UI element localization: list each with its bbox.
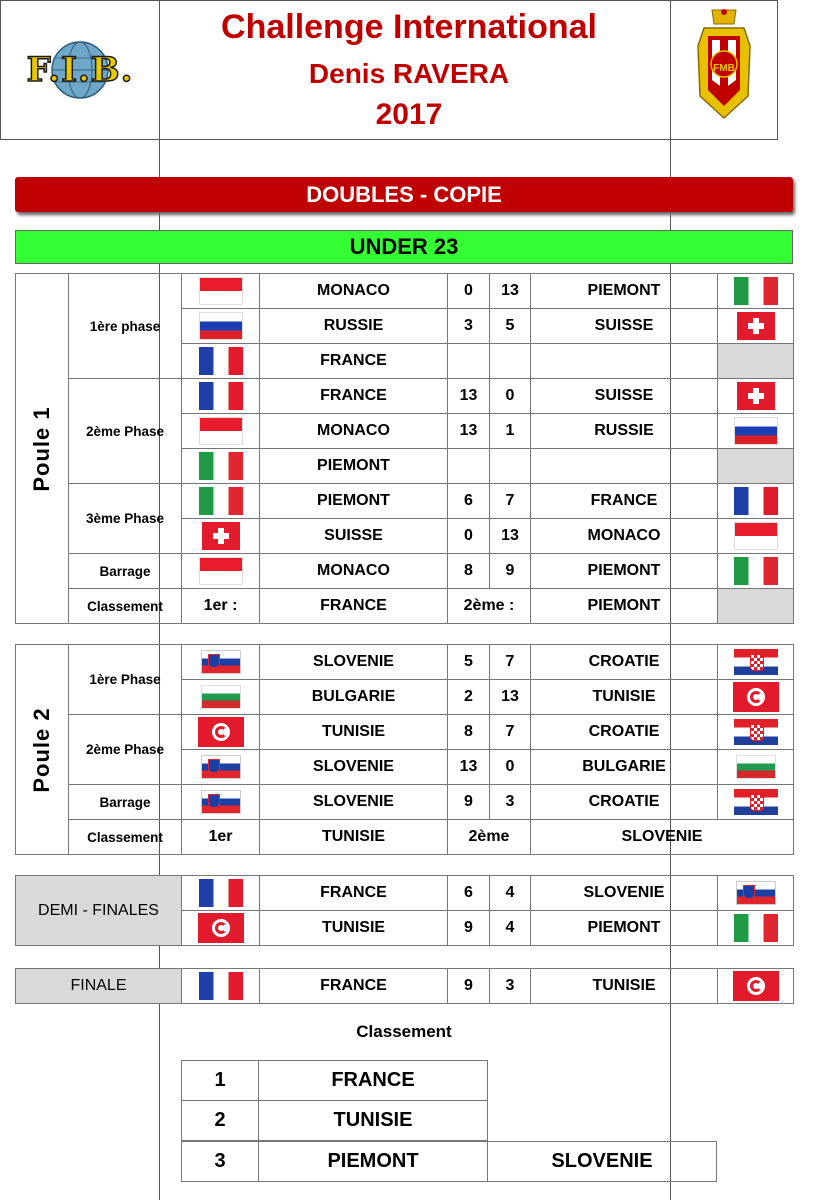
score-right: 7 — [490, 484, 531, 519]
finale-table — [15, 968, 794, 1004]
flag-cell — [718, 680, 794, 715]
score-left: 6 — [448, 484, 490, 519]
score-left: 6 — [448, 876, 490, 911]
score-right: 13 — [490, 519, 531, 554]
rank-number: 2 — [182, 1101, 259, 1141]
classement-title: Classement — [356, 1022, 452, 1041]
demi-finales-table — [15, 875, 794, 946]
score-right: 1 — [490, 414, 531, 449]
team-left: SLOVENIE — [260, 785, 448, 820]
flag-cell — [182, 969, 260, 1004]
team-left: SLOVENIE — [260, 750, 448, 785]
team-right — [531, 449, 718, 484]
score-right: 13 — [490, 274, 531, 309]
score-left — [448, 449, 490, 484]
slovenia-flag-icon — [201, 790, 241, 814]
table-row — [16, 876, 794, 911]
team-right: TUNISIE — [531, 969, 718, 1004]
team-right: CROATIE — [531, 645, 718, 680]
ranking-table-third — [181, 1141, 717, 1182]
score-left: 9 — [448, 785, 490, 820]
table-row — [16, 785, 794, 820]
score-left — [448, 344, 490, 379]
phase-label: 2ème Phase — [69, 379, 182, 484]
bulgaria-flag-icon — [201, 685, 241, 709]
team-right: CROATIE — [531, 715, 718, 750]
score-left: 8 — [448, 715, 490, 750]
swiss-flag-icon — [737, 312, 775, 340]
flag-cell — [718, 969, 794, 1004]
phase-label: 2ème Phase — [69, 715, 182, 785]
score-right: 9 — [490, 554, 531, 589]
poule1-table — [15, 273, 794, 624]
table-row — [182, 1101, 488, 1141]
banner-under23-text: UNDER 23 — [349, 234, 459, 259]
monaco-flag-icon — [199, 417, 243, 445]
table-row — [182, 1061, 488, 1101]
team-right: FRANCE — [531, 484, 718, 519]
header-box — [0, 0, 778, 140]
team-left: MONACO — [260, 274, 448, 309]
classement-label: Classement — [69, 589, 182, 624]
score-left: 0 — [448, 274, 490, 309]
flag-cell — [182, 379, 260, 414]
score-left: 9 — [448, 911, 490, 946]
flag-cell — [718, 274, 794, 309]
flag-cell — [718, 589, 794, 624]
team-left: PIEMONT — [260, 449, 448, 484]
team-left: BULGARIE — [260, 680, 448, 715]
score-right: 3 — [490, 785, 531, 820]
poule1-label: Poule 1 — [29, 405, 54, 492]
team-right: PIEMONT — [531, 274, 718, 309]
poule1-cell — [16, 274, 69, 624]
flag-cell — [718, 785, 794, 820]
second-place-label: 2ème — [448, 820, 531, 855]
italy-flag-icon — [199, 487, 243, 515]
team-right — [531, 344, 718, 379]
table-row — [16, 820, 794, 855]
table-row — [16, 645, 794, 680]
title-line-2: Denis RAVERA — [308, 58, 510, 89]
table-row — [16, 379, 794, 414]
first-place-label: 1er : — [182, 589, 260, 624]
first-place-team: FRANCE — [260, 589, 448, 624]
flag-cell — [182, 484, 260, 519]
italy-flag-icon — [199, 452, 243, 480]
flag-cell — [718, 344, 794, 379]
flag-cell — [182, 876, 260, 911]
slovenia-flag-icon — [201, 650, 241, 674]
team-right: BULGARIE — [531, 750, 718, 785]
monaco-flag-icon — [734, 522, 778, 550]
swiss-flag-icon — [202, 522, 240, 550]
team-right: CROATIE — [531, 785, 718, 820]
france-flag-icon — [199, 382, 243, 410]
flag-cell — [718, 911, 794, 946]
finale-label: FINALE — [16, 969, 182, 1004]
flag-cell — [718, 379, 794, 414]
croatia-flag-icon — [734, 789, 778, 815]
phase-label: 3ème Phase — [69, 484, 182, 554]
team-right: TUNISIE — [531, 680, 718, 715]
table-row — [182, 1142, 717, 1182]
flag-cell — [718, 876, 794, 911]
france-flag-icon — [199, 972, 243, 1000]
table-row — [16, 715, 794, 750]
banner-under23 — [15, 230, 793, 264]
demi-finales-label: DEMI - FINALES — [16, 876, 182, 946]
croatia-flag-icon — [734, 649, 778, 675]
flag-cell — [718, 449, 794, 484]
table-row — [16, 484, 794, 519]
tunisia-flag-icon — [733, 682, 779, 712]
team-left: FRANCE — [260, 379, 448, 414]
banner-doubles-text: DOUBLES - COPIE — [306, 181, 502, 207]
flag-cell — [718, 519, 794, 554]
france-flag-icon — [199, 879, 243, 907]
team-left: MONACO — [260, 554, 448, 589]
rank-number: 1 — [182, 1061, 259, 1101]
flag-cell — [718, 554, 794, 589]
second-place-team: PIEMONT — [531, 589, 718, 624]
flag-cell — [718, 309, 794, 344]
score-right: 7 — [490, 715, 531, 750]
italy-flag-icon — [734, 277, 778, 305]
team-left: FRANCE — [260, 876, 448, 911]
croatia-flag-icon — [734, 719, 778, 745]
rank-team-2: SLOVENIE — [488, 1142, 717, 1182]
slovenia-flag-icon — [201, 755, 241, 779]
italy-flag-icon — [734, 914, 778, 942]
flag-cell — [182, 309, 260, 344]
team-left: FRANCE — [260, 344, 448, 379]
flag-cell — [182, 554, 260, 589]
table-row — [16, 589, 794, 624]
flag-cell — [182, 750, 260, 785]
flag-cell — [718, 645, 794, 680]
flag-cell — [182, 645, 260, 680]
fib-logo-text: F.I.B. — [26, 50, 134, 90]
team-right: PIEMONT — [531, 554, 718, 589]
russia-flag-icon — [734, 417, 778, 445]
tunisia-flag-icon — [733, 971, 779, 1001]
title-line-1: Challenge International — [221, 8, 597, 46]
bulgaria-flag-icon — [736, 755, 776, 779]
team-left: FRANCE — [260, 969, 448, 1004]
monaco-flag-icon — [199, 557, 243, 585]
italy-flag-icon — [734, 557, 778, 585]
flag-cell — [718, 715, 794, 750]
first-place-team: TUNISIE — [260, 820, 448, 855]
team-left: TUNISIE — [260, 715, 448, 750]
team-left: RUSSIE — [260, 309, 448, 344]
flag-cell — [182, 274, 260, 309]
slovenia-flag-icon — [736, 881, 776, 905]
score-right: 0 — [490, 379, 531, 414]
team-left: MONACO — [260, 414, 448, 449]
table-row — [16, 554, 794, 589]
poule2-label: Poule 2 — [29, 706, 54, 793]
rank-team: TUNISIE — [259, 1101, 488, 1141]
second-place-label: 2ème : — [448, 589, 531, 624]
flag-cell — [182, 414, 260, 449]
fmb-crest — [686, 6, 762, 130]
score-right: 7 — [490, 645, 531, 680]
monaco-flag-icon — [199, 277, 243, 305]
score-left: 3 — [448, 309, 490, 344]
flag-cell — [182, 715, 260, 750]
poule2-cell — [16, 645, 69, 855]
score-left: 2 — [448, 680, 490, 715]
team-right: SLOVENIE — [531, 876, 718, 911]
tunisia-flag-icon — [198, 717, 244, 747]
flag-cell — [182, 519, 260, 554]
poule2-table — [15, 644, 794, 855]
first-place-label: 1er — [182, 820, 260, 855]
score-right — [490, 449, 531, 484]
ranking-table — [181, 1060, 488, 1141]
banner-doubles — [15, 177, 793, 212]
fmb-crest-text: FMB — [713, 63, 735, 74]
barrage-label: Barrage — [69, 785, 182, 820]
rank-team: FRANCE — [259, 1061, 488, 1101]
score-right — [490, 344, 531, 379]
team-right: PIEMONT — [531, 911, 718, 946]
score-left: 5 — [448, 645, 490, 680]
team-left: PIEMONT — [260, 484, 448, 519]
flag-cell — [182, 344, 260, 379]
flag-cell — [718, 750, 794, 785]
score-right: 0 — [490, 750, 531, 785]
score-right: 5 — [490, 309, 531, 344]
russia-flag-icon — [199, 312, 243, 340]
second-place-team: SLOVENIE — [531, 820, 794, 855]
tunisia-flag-icon — [198, 913, 244, 943]
score-right: 13 — [490, 680, 531, 715]
score-left: 8 — [448, 554, 490, 589]
team-left: TUNISIE — [260, 911, 448, 946]
phase-label: 1ère phase — [69, 274, 182, 379]
classement-label: Classement — [69, 820, 182, 855]
score-right: 4 — [490, 876, 531, 911]
swiss-flag-icon — [737, 382, 775, 410]
phase-label: 1ère Phase — [69, 645, 182, 715]
flag-cell — [182, 449, 260, 484]
table-row — [16, 274, 794, 309]
flag-cell — [182, 911, 260, 946]
team-left: SLOVENIE — [260, 645, 448, 680]
france-flag-icon — [199, 347, 243, 375]
rank-number: 3 — [182, 1142, 259, 1182]
score-left: 13 — [448, 750, 490, 785]
score-left: 13 — [448, 414, 490, 449]
barrage-label: Barrage — [69, 554, 182, 589]
france-flag-icon — [734, 487, 778, 515]
score-left: 13 — [448, 379, 490, 414]
team-right: RUSSIE — [531, 414, 718, 449]
score-left: 0 — [448, 519, 490, 554]
flag-cell — [718, 414, 794, 449]
team-left: SUISSE — [260, 519, 448, 554]
flag-cell — [182, 680, 260, 715]
team-right: SUISSE — [531, 379, 718, 414]
team-right: MONACO — [531, 519, 718, 554]
flag-cell — [718, 484, 794, 519]
table-row — [16, 969, 794, 1004]
score-right: 4 — [490, 911, 531, 946]
title-line-3: 2017 — [375, 98, 443, 131]
score-right: 3 — [490, 969, 531, 1004]
flag-cell — [182, 785, 260, 820]
rank-team: PIEMONT — [259, 1142, 488, 1182]
score-left: 9 — [448, 969, 490, 1004]
team-right: SUISSE — [531, 309, 718, 344]
